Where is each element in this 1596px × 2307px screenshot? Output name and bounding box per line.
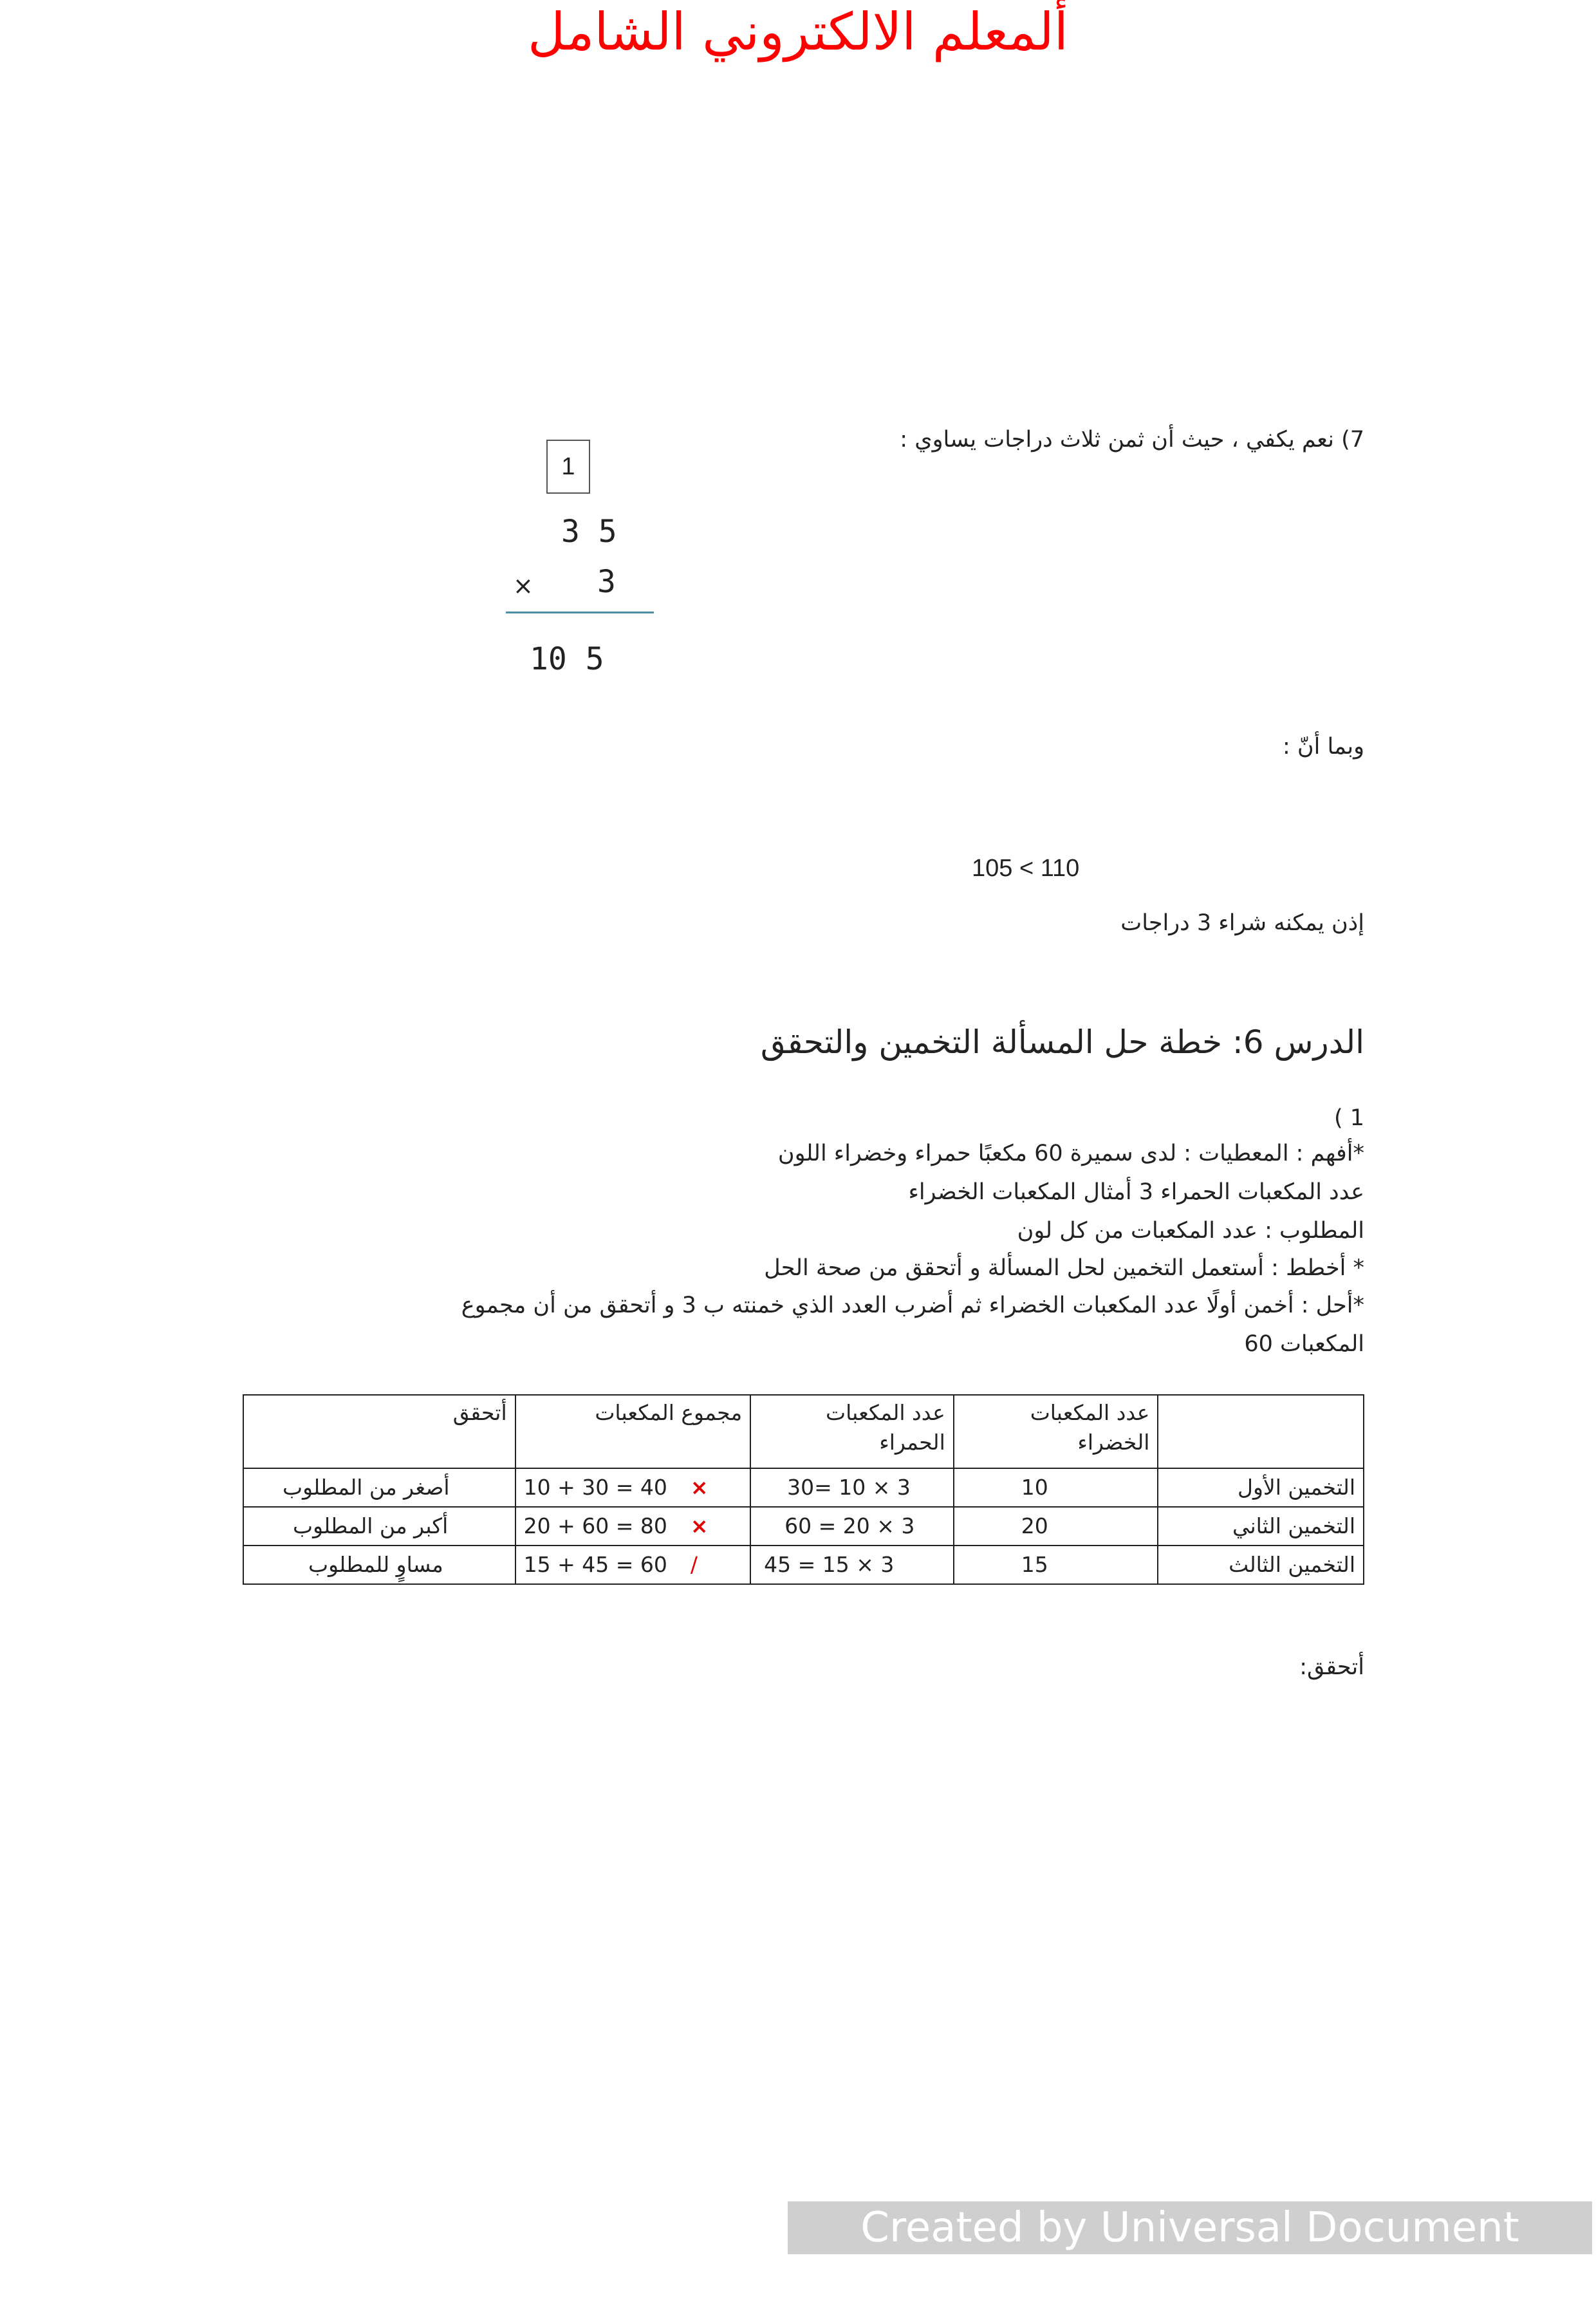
red-count: 30= 10 × 3 bbox=[750, 1468, 954, 1507]
table-header-cell: أتحقق bbox=[243, 1395, 515, 1468]
since-label: وبما أنّ : bbox=[1282, 734, 1364, 760]
table-header-cell bbox=[1158, 1395, 1364, 1468]
q7-statement: 7) نعم يكفي ، حيث أن ثمن ثلاث دراجات يساوي : bbox=[900, 427, 1364, 453]
verify-label: أتحقق: bbox=[1299, 1654, 1364, 1680]
total-value: 15 + 45 = 60 bbox=[523, 1552, 667, 1577]
table-row bbox=[243, 1468, 1364, 1507]
total-cell bbox=[515, 1507, 751, 1546]
carry-digit-box: 1 bbox=[546, 440, 590, 494]
red-count: 45 = 15 × 3 bbox=[750, 1546, 954, 1584]
check-result: مساوٍ للمطلوب bbox=[243, 1546, 515, 1584]
multiplicand: 3 5 bbox=[561, 514, 617, 550]
required-line: المطلوب : عدد المكعبات من كل لون bbox=[1017, 1218, 1364, 1244]
cross-mark-icon: × bbox=[690, 1475, 709, 1500]
multiplication-rule bbox=[506, 612, 654, 613]
table-row bbox=[243, 1507, 1364, 1546]
green-count: 10 bbox=[954, 1468, 1158, 1507]
check-result: أصغر من المطلوب bbox=[243, 1468, 515, 1507]
multiplier: 3 bbox=[597, 564, 616, 600]
given-line: عدد المكعبات الحمراء 3 أمثال المكعبات الخضراء bbox=[908, 1179, 1364, 1205]
product: 10 5 bbox=[530, 641, 604, 677]
guess-label: التخمين الأول bbox=[1158, 1468, 1364, 1507]
total-cell bbox=[515, 1546, 751, 1584]
total-value: 10 + 30 = 40 bbox=[523, 1475, 667, 1500]
check-result: أكبر من المطلوب bbox=[243, 1507, 515, 1546]
total-cell bbox=[515, 1468, 751, 1507]
plan-line: * أخطط : أستعمل التخمين لحل المسألة و أتحقق من صحة الحل bbox=[764, 1255, 1364, 1281]
page-title: ألمعلم الالكتروني الشامل bbox=[527, 2, 1069, 62]
green-count: 15 bbox=[954, 1546, 1158, 1584]
table-row bbox=[243, 1546, 1364, 1584]
table-header-row bbox=[243, 1395, 1364, 1468]
watermark: Created by Universal Document Converter bbox=[788, 2201, 1592, 2254]
table-header-cell: مجموع المكعبات bbox=[515, 1395, 751, 1468]
guess-label: التخمين الثالث bbox=[1158, 1546, 1364, 1584]
total-value: 20 + 60 = 80 bbox=[523, 1513, 667, 1538]
comparison: 105 < 110 bbox=[972, 855, 1080, 882]
check-mark-icon: / bbox=[690, 1552, 698, 1577]
guess-check-table bbox=[243, 1394, 1364, 1585]
understand-line: *أفهم : المعطيات : لدى سميرة 60 مكعبًا حمراء وخضراء اللون bbox=[777, 1141, 1364, 1166]
table-header-cell: عدد المكعبات الخضراء bbox=[954, 1395, 1158, 1468]
times-sign: × bbox=[513, 572, 534, 600]
green-count: 20 bbox=[954, 1507, 1158, 1546]
guess-label: التخمين الثاني bbox=[1158, 1507, 1364, 1546]
problem-number: 1 ) bbox=[1333, 1105, 1364, 1131]
solve-line-1: *أحل : أخمن أولًا عدد المكعبات الخضراء ثم أضرب العدد الذي خمنته ب 3 و أتحقق من أن مجموع bbox=[461, 1293, 1364, 1318]
conclusion: إذن يمكنه شراء 3 دراجات bbox=[1120, 910, 1364, 936]
cross-mark-icon: × bbox=[690, 1513, 709, 1538]
table-header-cell: عدد المكعبات الحمراء bbox=[750, 1395, 954, 1468]
lesson-heading: الدرس 6: خطة حل المسألة التخمين والتحقق bbox=[760, 1023, 1364, 1061]
solve-line-2: المكعبات 60 bbox=[1244, 1331, 1364, 1357]
red-count: 60 = 20 × 3 bbox=[750, 1507, 954, 1546]
